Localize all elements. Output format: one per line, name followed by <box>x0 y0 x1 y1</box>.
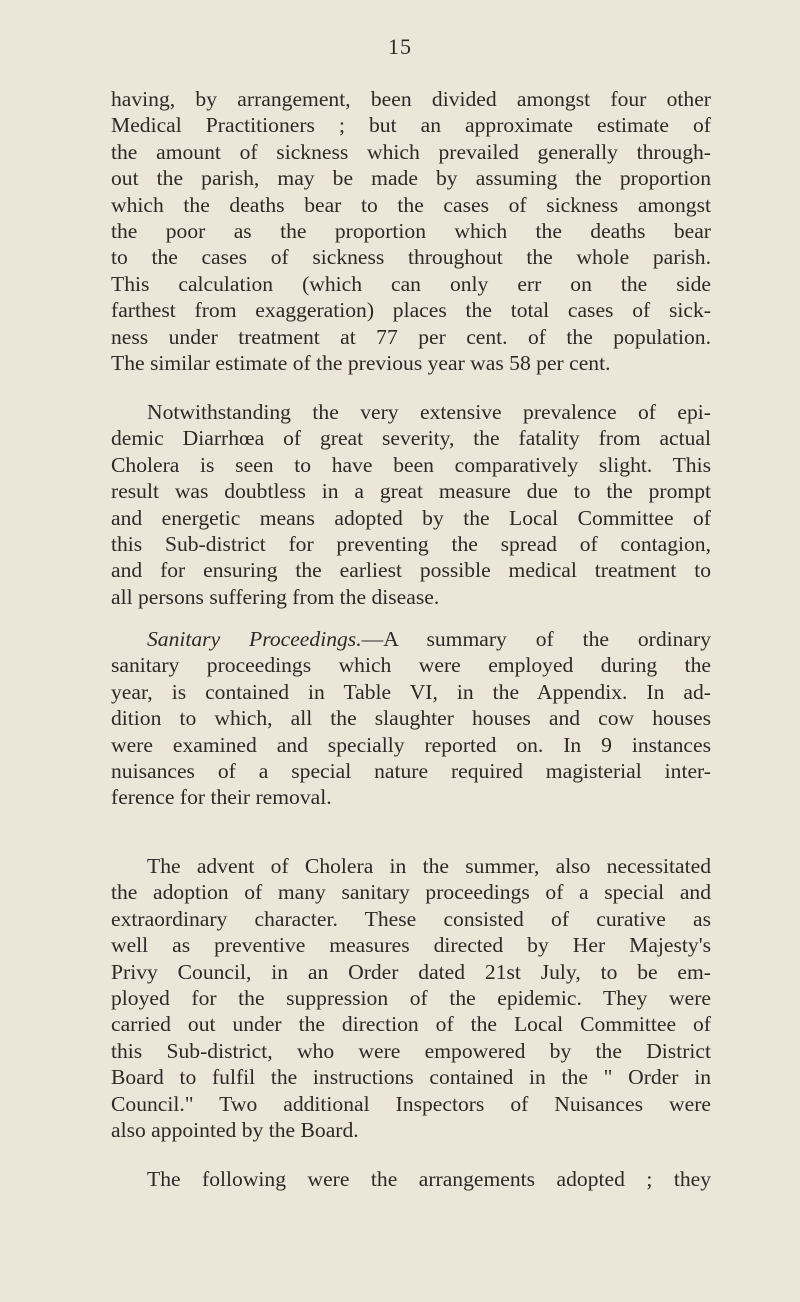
text-line: the adoption of many sanitary proceedings of a special and <box>111 880 711 905</box>
text-line: Medical Practitioners ; but an approximate estimate of <box>111 113 711 138</box>
paragraph-1 <box>111 86 711 376</box>
text-line: and for ensuring the earliest possible medical treatment to <box>111 558 711 583</box>
text-line: also appointed by the Board. <box>111 1118 359 1143</box>
text-line: out the parish, may be made by assuming the proportion <box>111 166 711 191</box>
text-line: ness under treatment at 77 per cent. of the population. <box>111 324 711 349</box>
text-line: This calculation (which can only err on the side <box>111 271 711 296</box>
text-line: this Sub-district, who were empowered by the District <box>111 1038 711 1063</box>
text-line: and energetic means adopted by the Local Committee of <box>111 505 711 530</box>
text-line: result was doubtless in a great measure due to the prompt <box>111 479 711 504</box>
page-number: 15 <box>388 34 412 59</box>
text-line: were examined and specially reported on. In 9 instances <box>111 732 711 757</box>
text-line: all persons suffering from the disease. <box>111 584 440 609</box>
text-line: Privy Council, in an Order dated 21st July, to be em- <box>111 959 711 984</box>
text-line: The similar estimate of the previous year was 58 per cent. <box>111 351 611 376</box>
text-line: the poor as the proportion which the deaths bear <box>111 219 711 244</box>
text-line: nuisances of a special nature required magisterial inter- <box>111 759 711 784</box>
text-line: which the deaths bear to the cases of sickness amongst <box>111 192 711 217</box>
text-line: dition to which, all the slaughter houses and cow houses <box>111 706 711 731</box>
text-line: The advent of Cholera in the summer, also necessitated <box>147 854 711 878</box>
paragraph-3 <box>111 626 711 811</box>
text-line: The following were the arrangements adopted ; they <box>147 1167 711 1191</box>
text-line: carried out under the direction of the Local Committee of <box>111 1012 711 1037</box>
text-line: Board to fulfil the instructions contained in the " Order in <box>111 1065 711 1090</box>
paragraph-4 <box>111 853 711 1143</box>
text-line <box>111 626 711 652</box>
text-line: year, is contained in Table VI, in the Appendix. In ad- <box>111 679 711 704</box>
text-line: Council." Two additional Inspectors of Nuisances were <box>111 1091 711 1116</box>
text-line: Notwithstanding the very extensive prevalence of epi- <box>147 400 711 424</box>
text-line: to the cases of sickness throughout the whole parish. <box>111 245 711 270</box>
text-line: farthest from exaggeration) places the total cases of sick- <box>111 298 711 323</box>
text-line: having, by arrangement, been divided amongst four other <box>111 87 711 111</box>
text-line: sanitary proceedings which were employed during the <box>111 653 711 678</box>
paragraph-5 <box>111 1166 711 1192</box>
text-line: ference for their removal. <box>111 785 332 810</box>
section-heading: Sanitary Proceedings. <box>147 627 362 651</box>
text-line: well as preventive measures directed by Her Majesty's <box>111 933 711 958</box>
text-line: Cholera is seen to have been comparatively slight. This <box>111 452 711 477</box>
text-line: the amount of sickness which prevailed generally through- <box>111 139 711 164</box>
text-line: demic Diarrhœa of great severity, the fatality from actual <box>111 426 711 451</box>
paragraph-2 <box>111 399 711 610</box>
text-line: ployed for the suppression of the epidemic. They were <box>111 986 711 1011</box>
text-line: extraordinary character. These consisted of curative as <box>111 906 711 931</box>
text-fragment: —A summary of the ordinary <box>361 627 711 651</box>
text-line: this Sub-district for preventing the spread of contagion, <box>111 532 711 557</box>
